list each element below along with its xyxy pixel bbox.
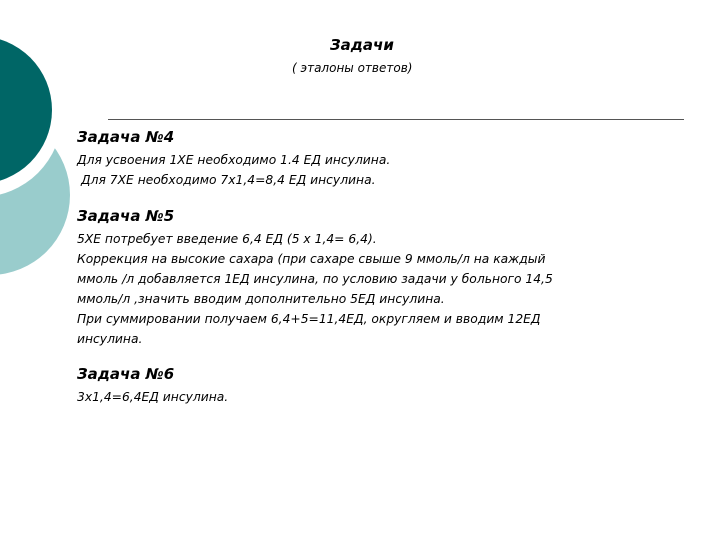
title-divider — [108, 119, 684, 120]
task-line: Коррекция на высокие сахара (при сахаре свыше 9 ммоль/л на каждый — [77, 252, 546, 266]
task-line: При суммировании получаем 6,4+5=11,4ЕД, округляем и вводим 12ЕД — [77, 312, 541, 326]
task-6 — [77, 363, 697, 407]
task-heading: Задача №5 — [77, 207, 175, 225]
light-teal-circle — [0, 115, 70, 275]
task-line: Для 7ХЕ необходимо 7х1,4=8,4 ЕД инсулина. — [81, 173, 376, 187]
task-line: ммоль/л ,значить вводим дополнительно 5ЕД инсулина. — [77, 292, 445, 306]
task-5 — [77, 205, 697, 349]
dark-teal-circle — [0, 36, 52, 184]
task-line: 5ХЕ потребует введение 6,4 ЕД (5 х 1,4= 6,4). — [77, 232, 377, 246]
white-ring — [0, 33, 62, 197]
task-4 — [77, 126, 697, 190]
task-line: инсулина. — [77, 332, 143, 346]
task-heading: Задача №6 — [77, 365, 175, 383]
task-line: ммоль /л добавляется 1ЕД инсулина, по условию задачи у больного 14,5 — [77, 272, 553, 286]
task-line: Для усвоения 1ХЕ необходимо 1.4 ЕД инсулина. — [77, 153, 391, 167]
tasks-content — [77, 126, 697, 407]
task-line: 3х1,4=6,4ЕД инсулина. — [77, 390, 229, 404]
page-title: Задачи — [330, 36, 394, 54]
task-heading: Задача №4 — [77, 128, 175, 146]
page-subtitle: ( эталоны ответов) — [292, 61, 413, 75]
